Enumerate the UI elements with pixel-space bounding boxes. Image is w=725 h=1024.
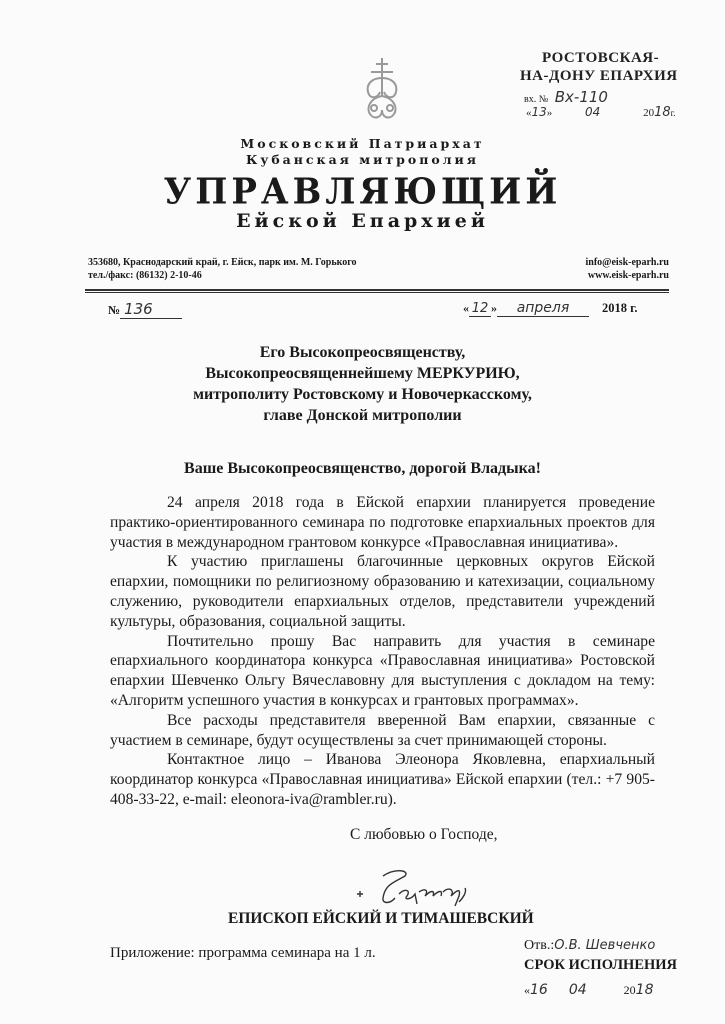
recipient-line: Его Высокопреосвященству, bbox=[259, 344, 466, 361]
letterhead-phone: тел./факс: (86132) 2-10-46 bbox=[88, 270, 202, 281]
recipient-line: Высокопреосвященнейшему МЕРКУРИЮ, bbox=[205, 365, 520, 382]
recipient-line: главе Донской митрополии bbox=[263, 407, 462, 424]
resolution-resp-name: О.В. Шевченко bbox=[554, 938, 656, 953]
greeting: Ваше Высокопреосвященство, дорогой Владыка! bbox=[184, 460, 541, 477]
resolution-deadline-date: «16 04 2018 bbox=[524, 982, 654, 998]
body-paragraph: К участию приглашены благочинные церковных округов Ейской епархии, помощники по религиозному образованию и катехизации, социальному служению, руководители епархиальных отделов, представители учреждений культуры, образования, социальной защиты. bbox=[110, 553, 655, 630]
outgoing-year: 2018 г. bbox=[602, 301, 638, 315]
letterhead-metropolis: Кубанская митрополия bbox=[245, 152, 480, 167]
body-paragraph: Почтительно прошу Вас направить для участия в семинаре епархиального координатора конкурса «Православная инициатива» Ростовской епархии Шевченко Ольгу Вячеславовну для выступления с докладом на тему: «Алгоритм успешного участия в конкурсах и грантовых программах». bbox=[110, 632, 655, 709]
stamp-reg-row bbox=[524, 88, 608, 106]
stamp-date-row: «13» 04 2018г. bbox=[526, 105, 676, 120]
resolution-year-prefix: 20 bbox=[623, 983, 636, 997]
outgoing-day: 12 bbox=[469, 301, 491, 317]
recipient-block bbox=[0, 342, 725, 426]
letterhead-subtitle: Ейской Епархией bbox=[236, 210, 489, 232]
outgoing-month: апреля bbox=[497, 300, 589, 317]
recipient-line: митрополиту Ростовскому и Новочеркасскому, bbox=[193, 386, 532, 403]
stamp-reg-label: вх. № bbox=[524, 94, 549, 105]
body-paragraph: Все расходы представителя вверенной Вам епархии, связанные с участием в семинаре, будут осуществлены за счет принимающей стороны. bbox=[110, 711, 655, 749]
letterhead-address: 353680, Краснодарский край, г. Ейск, парк им. М. Горького bbox=[88, 257, 357, 268]
closing: С любовью о Господе, bbox=[350, 826, 498, 843]
letterhead-title: УПРАВЛЯЮЩИЙ bbox=[163, 171, 562, 213]
outgoing-number: 136 bbox=[120, 300, 182, 319]
resolution-resp-label: Отв.: bbox=[524, 938, 555, 953]
signatory-title: ЕПИСКОП ЕЙСКИЙ И ТИМАШЕВСКИЙ bbox=[228, 910, 534, 927]
stamp-day: 13 bbox=[531, 105, 547, 119]
stamp-line-1: РОСТОВСКАЯ- bbox=[542, 50, 660, 66]
letterhead-patriarchate: Московский Патриархат bbox=[240, 136, 485, 151]
letterhead-email[interactable]: info@eisk-eparh.ru bbox=[585, 257, 669, 268]
cross-emblem-icon bbox=[362, 56, 402, 122]
signature bbox=[355, 868, 515, 913]
attachment-note: Приложение: программа семинара на 1 л. bbox=[110, 945, 376, 961]
letter-body bbox=[110, 493, 655, 810]
outgoing-number-label: № bbox=[108, 303, 121, 317]
resolution-month: 04 bbox=[568, 982, 587, 998]
stamp-year-prefix: 20 bbox=[643, 107, 655, 119]
resolution-responsible bbox=[524, 938, 655, 954]
body-paragraph: 24 апреля 2018 года в Ейской епархии планируется проведение практико-ориентированного семинара по подготовке епархиальных проектов для участия в международном грантовом конкурсе «Православная инициатива». bbox=[110, 494, 655, 551]
outgoing-number-row bbox=[108, 300, 182, 319]
resolution-year-suffix: 18 bbox=[635, 982, 654, 998]
stamp-reg-number: Вх-110 bbox=[554, 88, 608, 106]
resolution-deadline-label: СРОК ИСПОЛНЕНИЯ bbox=[524, 957, 678, 973]
outgoing-date-row: « 12 » апреля 2018 г. bbox=[463, 300, 638, 316]
stamp-year-unit: г. bbox=[670, 108, 676, 118]
stamp-month: 04 bbox=[585, 105, 601, 119]
stamp-year-suffix: 18 bbox=[654, 105, 671, 120]
stamp-line-2: НА-ДОНУ ЕПАРХИЯ bbox=[520, 68, 678, 84]
body-paragraph: Контактное лицо – Иванова Элеонора Яковлевна, епархиальный координатор конкурса «Православная инициатива» Ейской епархии (тел.: +7 905-408-33-22, e-mail: eleonora-iva@rambler.ru). bbox=[110, 751, 655, 808]
resolution-day: 16 bbox=[530, 982, 548, 998]
letterhead-divider bbox=[85, 289, 669, 293]
letterhead-website[interactable]: www.eisk-eparh.ru bbox=[587, 270, 669, 281]
